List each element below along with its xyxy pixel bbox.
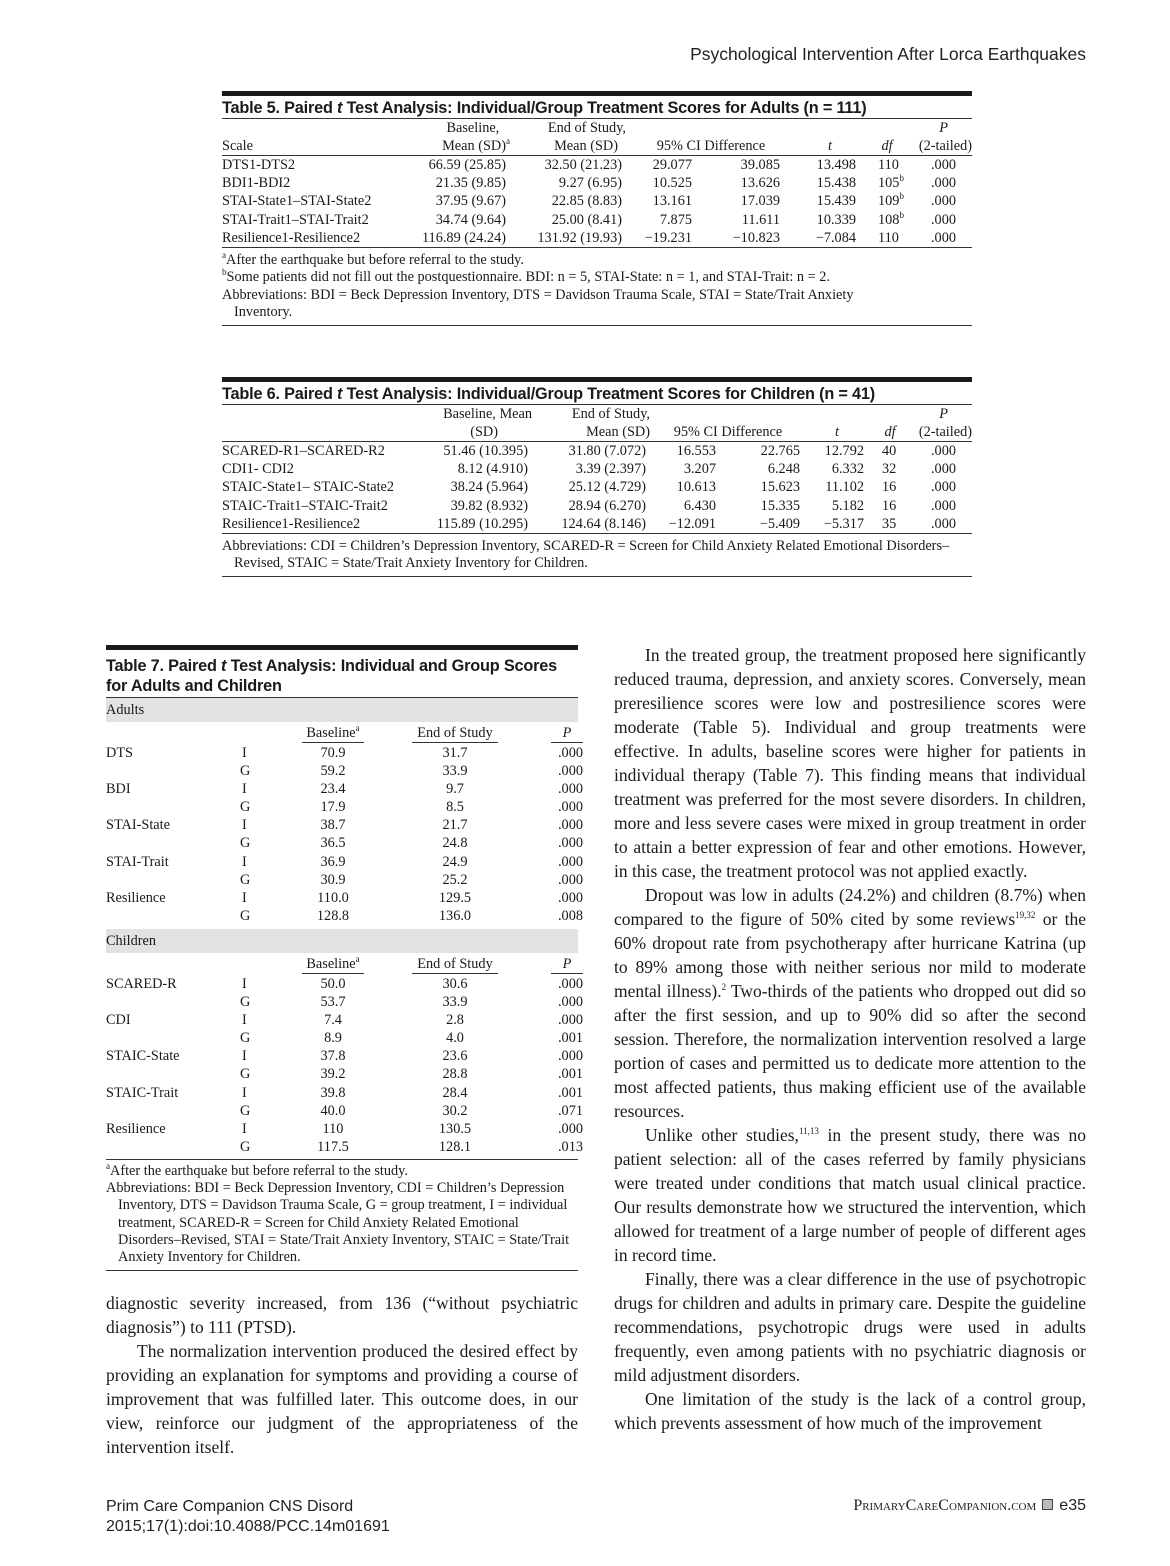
cell-p-value: .000 — [930, 211, 956, 228]
table-row — [106, 1065, 583, 1083]
cell-scale: Resilience1-Resilience2 — [222, 515, 412, 534]
cell-group: I — [242, 975, 247, 992]
cell-baseline: 51.46 (10.395) — [443, 443, 528, 460]
cell-df: 110 — [878, 157, 899, 174]
header-baseline-sub: (SD) — [412, 423, 532, 442]
table-row — [222, 442, 972, 461]
cell-scale: CDI — [106, 1012, 131, 1029]
table-6 — [222, 377, 972, 577]
table-row — [222, 192, 972, 210]
table-row — [106, 762, 583, 780]
table-row — [222, 478, 972, 496]
cell-baseline: 53.7 — [320, 994, 346, 1011]
cell-baseline: 7.4 — [324, 1012, 342, 1029]
table-row — [106, 1120, 583, 1138]
cell-t-value: 10.339 — [816, 211, 856, 228]
cell-group: G — [240, 907, 251, 924]
cell-p-value: .000 — [557, 853, 583, 870]
cell-group: G — [240, 799, 251, 816]
footnote-abbreviations: Abbreviations: CDI = Children’s Depression Inventory, SCARED-R = Screen for Child Anxiety Related Emotional Disorders–Revised, STAIC = State/Trait Anxiety Inventory for Children. — [222, 537, 950, 572]
cell-end: 25.12 (4.729) — [568, 479, 646, 496]
table-row — [222, 211, 972, 229]
cell-group: I — [242, 781, 247, 798]
paragraph: diagnostic severity increased, from 136 (“without psychiatric diagnosis”) to 111 (PTSD). — [106, 1293, 578, 1337]
paragraph: One limitation of the study is the lack of a control group, which prevents assessment of how much of the improvement — [614, 1389, 1086, 1433]
cell-ci-low: 3.207 — [683, 461, 716, 478]
header-p-sub: (2-tailed) — [910, 137, 972, 156]
cell-ci-high: −10.823 — [706, 229, 796, 248]
cell-end: 9.27 (6.95) — [558, 175, 622, 192]
cell-group: I — [242, 817, 247, 834]
header-end-sub: Mean (SD) — [532, 423, 650, 442]
cell-p-value: .000 — [930, 157, 956, 174]
cell-group: I — [242, 889, 247, 906]
table-row — [106, 1102, 583, 1120]
header-p: P — [551, 956, 583, 974]
cell-end: 3.39 (2.397) — [575, 461, 646, 478]
left-column-text — [106, 1291, 578, 1459]
header-end: End of Study — [412, 725, 498, 743]
cell-group: G — [240, 871, 251, 888]
cell-end: 2.8 — [446, 1012, 464, 1029]
cell-p-value: .000 — [930, 479, 956, 496]
cell-p-value: .001 — [557, 1084, 583, 1101]
table-row — [106, 993, 583, 1011]
table-7-children-rows — [106, 975, 583, 1156]
table-row — [106, 871, 583, 889]
cell-ci-low: −12.091 — [650, 515, 730, 534]
paragraph: The normalization intervention produced the desired effect by providing an explanation for symptoms and providing a course of improvement that was fulfilled later. This outcome does, in our view, reinforce our judgment of the appropriateness of the intervention itself. — [106, 1341, 578, 1457]
cell-t-value: 15.438 — [816, 175, 856, 192]
cell-end: 22.85 (8.83) — [551, 193, 622, 210]
header-t: t — [796, 137, 864, 156]
table-row — [106, 1029, 583, 1047]
header-end-sub: Mean (SD) — [510, 137, 626, 156]
table-5-footnotes — [222, 248, 972, 326]
cell-scale: STAI-State1–STAI-State2 — [222, 193, 372, 210]
cell-p-value: .000 — [930, 193, 956, 210]
cell-p-value: .000 — [930, 497, 956, 514]
cell-end: 33.9 — [442, 994, 468, 1011]
running-head: Psychological Intervention After Lorca Earthquakes — [690, 44, 1086, 64]
table-caption: Table 7. Paired t Test Analysis: Individual and Group Scores for Adults and Children — [106, 650, 578, 698]
header-baseline-sub: Mean (SD)$^a$ — [404, 137, 510, 156]
citation-ref[interactable]: 19,32 — [1015, 910, 1036, 921]
cell-end: 136.0 — [438, 907, 472, 924]
cell-end: 32.50 (21.23) — [544, 157, 622, 174]
table-5 — [222, 91, 972, 326]
paragraph: Dropout was low in adults (24.2%) and children (8.7%) when compared to the figure of 50% cited by some reviews$^{19,32}$ or the 60% dropout rate from psychotherapy after hurricane Katrina (up to 89% among those with neither serious nor mild to moderate mental illness).$^2$ Two-thirds of the patients who dropped out did so after the first session, and up to 90% did so after the second session. Therefore, the normalization intervention resolved a large portion of cases and permitted us to dedicate more attention to the most affected patients, thus making efficient use of the available resources. — [614, 885, 1086, 1121]
square-separator-icon — [1042, 1499, 1053, 1510]
cell-df: 35 — [868, 515, 912, 534]
cell-end: 25.2 — [442, 871, 468, 888]
table-caption: Table 6. Paired t Test Analysis: Individual/Group Treatment Scores for Children (n = 41) — [222, 382, 972, 405]
cell-df: 16 — [882, 479, 897, 496]
cell-ci-high: 39.085 — [740, 157, 780, 174]
cell-ci-high: 13.626 — [740, 175, 780, 192]
cell-p-value: .000 — [557, 1048, 583, 1065]
cell-end: 24.9 — [442, 853, 468, 870]
cell-group: I — [242, 1012, 247, 1029]
cell-t-value: 5.182 — [831, 497, 864, 514]
cell-end: 128.1 — [438, 1138, 472, 1155]
cell-t-value: 6.332 — [831, 461, 864, 478]
journal-name: Prim Care Companion CNS Disord — [106, 1498, 354, 1515]
header-end: End of Study, — [547, 120, 626, 136]
cell-scale: Resilience — [106, 889, 166, 906]
cell-baseline: 66.59 (25.85) — [428, 157, 506, 174]
cell-p-value: .000 — [930, 461, 956, 478]
cell-group: I — [242, 853, 247, 870]
cell-ci-high: 15.335 — [760, 497, 800, 514]
cell-p-value: .000 — [557, 799, 583, 816]
table-row — [106, 780, 583, 798]
cell-end: 124.64 (8.146) — [532, 515, 650, 534]
cell-ci-high: 17.039 — [740, 193, 780, 210]
table-caption: Table 5. Paired t Test Analysis: Individual/Group Treatment Scores for Adults (n = 111) — [222, 96, 972, 119]
cell-baseline: 8.9 — [324, 1030, 342, 1047]
table-row — [222, 156, 972, 175]
header-t: t — [806, 423, 868, 442]
cell-end: 33.9 — [442, 763, 468, 780]
cell-end: 9.7 — [446, 781, 464, 798]
cell-scale: BDI — [106, 781, 131, 798]
cell-group: G — [240, 1066, 251, 1083]
cell-df: 105$^b$ — [878, 173, 904, 192]
cell-baseline: 17.9 — [320, 799, 346, 816]
cell-p-value: .000 — [557, 835, 583, 852]
cell-baseline: 40.0 — [320, 1102, 346, 1119]
table-row — [106, 853, 583, 871]
table-7-adults-rows — [106, 744, 583, 925]
cell-scale: CDI1- CDI2 — [222, 461, 294, 478]
cell-p-value: .000 — [557, 975, 583, 992]
cell-p-value: .071 — [557, 1102, 583, 1119]
cell-ci-high: 22.765 — [760, 443, 800, 460]
footnote-a: $^a$After the earthquake but before referral to the study. — [222, 250, 524, 268]
cell-ci-low: 13.161 — [652, 193, 692, 210]
cell-baseline: 116.89 (24.24) — [404, 229, 510, 248]
cell-p-value: .000 — [557, 781, 583, 798]
cell-baseline: 39.8 — [320, 1084, 346, 1101]
cell-p-value: .000 — [557, 817, 583, 834]
cell-t-value: −7.084 — [796, 229, 864, 248]
table-6-grid — [222, 405, 972, 534]
cell-ci-low: 10.613 — [676, 479, 716, 496]
table-row — [222, 497, 972, 515]
cell-end: 30.2 — [442, 1102, 468, 1119]
table-row — [222, 515, 972, 534]
cell-baseline: 110 — [322, 1120, 344, 1137]
cell-scale: SCARED-R1–SCARED-R2 — [222, 443, 385, 460]
doi-citation[interactable]: 2015;17(1):doi:10.4088/PCC.14m01691 — [106, 1518, 390, 1535]
table-6-footnotes — [222, 534, 972, 577]
cell-t-value: 11.102 — [825, 479, 864, 496]
cell-scale: DTS — [106, 745, 134, 761]
cell-ci-low: 16.553 — [676, 443, 716, 460]
table-row — [106, 744, 583, 762]
cell-end: 23.6 — [442, 1048, 468, 1065]
site-link[interactable]: PrimaryCareCompanion.com — [853, 1497, 1037, 1514]
header-end: End of Study — [412, 956, 498, 974]
cell-baseline: 37.8 — [320, 1048, 346, 1065]
cell-baseline: 21.35 (9.85) — [435, 175, 506, 192]
cell-group: I — [242, 1120, 247, 1137]
cell-p-value: .001 — [557, 1030, 583, 1047]
cell-scale: STAIC-Trait — [106, 1084, 179, 1101]
cell-df: 32 — [882, 461, 897, 478]
cell-ci-high: −5.409 — [730, 515, 806, 534]
header-ci: 95% CI Difference — [650, 423, 806, 442]
header-p: P — [551, 725, 583, 743]
header-baseline: Baseline$^a$ — [302, 956, 364, 974]
table-7-children-header — [106, 953, 578, 975]
header-p: P — [939, 120, 948, 136]
cell-ci-low: 10.525 — [652, 175, 692, 192]
cell-baseline: 38.24 (5.964) — [450, 479, 528, 496]
cell-scale: STAI-Trait1–STAI-Trait2 — [222, 211, 369, 228]
table-row — [222, 460, 972, 478]
paragraph: Finally, there was a clear difference in the use of psychotropic drugs for children and adults in primary care. Despite the guideline recommendations, psychotropic drugs were used in adults frequently, even among patients with no psychiatric diagnosis or mild adjustment disorders. — [614, 1269, 1086, 1385]
cell-scale: BDI1-BDI2 — [222, 175, 291, 192]
cell-p-value: .000 — [557, 871, 583, 888]
section-adults: Adults — [106, 698, 578, 722]
cell-group: G — [240, 835, 251, 852]
table-row — [222, 229, 972, 248]
citation-ref[interactable]: 11,13 — [798, 1126, 819, 1137]
cell-p-value: .013 — [557, 1138, 583, 1155]
header-baseline: Baseline, Mean — [443, 406, 532, 422]
table-5-grid — [222, 119, 972, 248]
cell-ci-low: 29.077 — [652, 157, 692, 174]
cell-end: 31.80 (7.072) — [568, 443, 646, 460]
cell-baseline: 128.8 — [316, 907, 350, 924]
cell-df: 40 — [882, 443, 897, 460]
cell-p-value: .000 — [557, 889, 583, 906]
cell-ci-high: 11.611 — [741, 211, 780, 228]
cell-end: 8.5 — [446, 799, 464, 816]
footnote-a: $^a$After the earthquake but before referral to the study. — [106, 1161, 408, 1179]
cell-scale: STAI-State — [106, 817, 170, 834]
cell-end: 30.6 — [442, 975, 468, 992]
table-row — [222, 174, 972, 192]
cell-scale: DTS1-DTS2 — [222, 157, 296, 174]
table-row — [106, 907, 583, 925]
cell-end: 131.92 (19.93) — [510, 229, 626, 248]
footnote-b: $^b$Some patients did not fill out the postquestionnaire. BDI: n = 5, STAI-State: n = 1, and STAI-Trait: n = 2. — [222, 267, 831, 286]
cell-p-value: .000 — [557, 994, 583, 1011]
header-df: df — [868, 423, 912, 442]
footnote-abbreviations: Abbreviations: BDI = Beck Depression Inventory, CDI = Children’s Depression Inventory, DTS = Davidson Trauma Scale, G = group treatment, I = individual treatment, SCARED-R = Screen for Child Anxiety Related Emotional Disorders–Revised, STAI = State/Trait Anxiety Inventory, STAIC = State/Trait Anxiety Inventory for Children. — [106, 1180, 570, 1266]
cell-p-value: .000 — [557, 1120, 583, 1137]
table-7-adults-header — [106, 722, 578, 744]
cell-baseline: 38.7 — [320, 817, 346, 834]
table-row — [106, 1084, 583, 1102]
cell-ci-low: 6.430 — [683, 497, 716, 514]
cell-end: 21.7 — [442, 817, 468, 834]
cell-baseline: 39.82 (8.932) — [450, 497, 528, 514]
header-df: df — [864, 137, 910, 156]
cell-group: I — [242, 745, 247, 761]
paragraph: In the treated group, the treatment proposed here significantly reduced trauma, depression, and anxiety scores. Conversely, mean preresilience scores were low and postresilience scores were moderate (Table 5). Individual and group treatments were effective. In adults, baseline scores were higher for patients in individual therapy (Table 7). This finding means that individual treatment was preferred for the most severe disorders. In children, more and less severe cases were mixed in group treatment in order to attain a better expression of fear and other emotions. However, in this case, the treatment protocol was not applied exactly. — [614, 645, 1086, 881]
cell-group: I — [242, 1048, 247, 1065]
cell-p-value: .000 — [557, 745, 583, 761]
cell-baseline: 59.2 — [320, 763, 346, 780]
cell-scale: SCARED-R — [106, 975, 177, 992]
footer-citation — [106, 1497, 390, 1537]
header-p-sub: (2-tailed) — [912, 423, 972, 442]
table-row — [106, 1138, 583, 1156]
cell-baseline: 36.5 — [320, 835, 346, 852]
cell-p-value: .000 — [910, 229, 972, 248]
cell-baseline: 36.9 — [320, 853, 346, 870]
header-scale: Scale — [222, 137, 404, 156]
table-row — [106, 798, 583, 816]
cell-scale: STAI-Trait — [106, 853, 169, 870]
cell-df: 16 — [882, 497, 897, 514]
cell-baseline: 23.4 — [320, 781, 346, 798]
table-row — [106, 834, 583, 852]
cell-end: 31.7 — [442, 745, 468, 761]
citation-ref[interactable]: 2 — [721, 982, 727, 993]
cell-ci-high: 6.248 — [767, 461, 800, 478]
cell-end: 129.5 — [438, 889, 472, 906]
header-p: P — [939, 406, 948, 422]
cell-baseline: 39.2 — [320, 1066, 346, 1083]
cell-baseline: 37.95 (9.67) — [435, 193, 506, 210]
cell-group: G — [240, 1138, 251, 1155]
cell-baseline: 34.74 (9.64) — [435, 211, 506, 228]
cell-end: 28.8 — [442, 1066, 468, 1083]
cell-group: G — [240, 1102, 251, 1119]
header-baseline: Baseline, — [446, 120, 500, 136]
cell-end: 28.94 (6.270) — [568, 497, 646, 514]
cell-baseline: 30.9 — [320, 871, 346, 888]
cell-df: 108$^b$ — [878, 209, 904, 228]
cell-scale: STAIC-Trait1–STAIC-Trait2 — [222, 497, 388, 514]
table-row — [106, 1011, 583, 1029]
cell-baseline: 70.9 — [320, 745, 346, 761]
cell-ci-low: −19.231 — [626, 229, 706, 248]
cell-df: 110 — [864, 229, 910, 248]
cell-scale: STAIC-State — [106, 1048, 180, 1065]
cell-group: I — [242, 1084, 247, 1101]
cell-group: G — [240, 994, 251, 1011]
cell-p-value: .000 — [930, 175, 956, 192]
cell-scale: Resilience1-Resilience2 — [222, 229, 404, 248]
cell-end: 28.4 — [442, 1084, 468, 1101]
cell-end: 130.5 — [438, 1120, 472, 1137]
cell-t-value: 15.439 — [816, 193, 856, 210]
cell-scale: Resilience — [106, 1120, 166, 1137]
footer-page — [853, 1497, 1086, 1515]
cell-p-value: .001 — [557, 1066, 583, 1083]
cell-df: 109$^b$ — [878, 191, 904, 210]
cell-ci-high: 15.623 — [760, 479, 800, 496]
section-children: Children — [106, 929, 578, 953]
cell-end: 25.00 (8.41) — [551, 211, 622, 228]
cell-ci-low: 7.875 — [659, 211, 692, 228]
cell-p-value: .000 — [912, 515, 972, 534]
cell-p-value: .008 — [557, 907, 583, 924]
paragraph: Unlike other studies,$^{11,13}$ in the present study, there was no patient selection: all of the cases referred by family physicians were treated under conditions that match usual clinical practice. Our results demonstrate how we structured the intervention, which allowed for treatment of a large number of people of different ages in record time. — [614, 1125, 1086, 1265]
cell-group: G — [240, 1030, 251, 1047]
page-number: e35 — [1059, 1497, 1086, 1514]
cell-p-value: .000 — [557, 763, 583, 780]
cell-baseline: 50.0 — [320, 975, 346, 992]
cell-baseline: 110.0 — [317, 889, 349, 906]
cell-t-value: 12.792 — [824, 443, 864, 460]
table-row — [106, 975, 583, 993]
cell-end: 24.8 — [442, 835, 468, 852]
header-ci: 95% CI Difference — [626, 137, 796, 156]
table-7-footnotes — [106, 1159, 578, 1271]
cell-p-value: .000 — [557, 1012, 583, 1029]
cell-baseline: 115.89 (10.295) — [412, 515, 532, 534]
cell-p-value: .000 — [930, 443, 956, 460]
table-row — [106, 816, 583, 834]
header-end: End of Study, — [571, 406, 650, 422]
cell-group: G — [240, 763, 251, 780]
cell-baseline: 8.12 (4.910) — [457, 461, 528, 478]
table-7 — [106, 645, 583, 1271]
cell-t-value: −5.317 — [806, 515, 868, 534]
cell-baseline: 117.5 — [317, 1138, 349, 1155]
cell-end: 4.0 — [446, 1030, 464, 1047]
table-row — [106, 889, 583, 907]
right-column-text — [614, 643, 1086, 1435]
cell-t-value: 13.498 — [816, 157, 856, 174]
footnote-abbreviations: Abbreviations: BDI = Beck Depression Inventory, DTS = Davidson Trauma Scale, STAI = State/Trait Anxiety Inventory. — [222, 286, 854, 321]
header-baseline: Baseline$^a$ — [302, 725, 364, 743]
table-row — [106, 1047, 583, 1065]
cell-scale: STAIC-State1– STAIC-State2 — [222, 479, 395, 496]
